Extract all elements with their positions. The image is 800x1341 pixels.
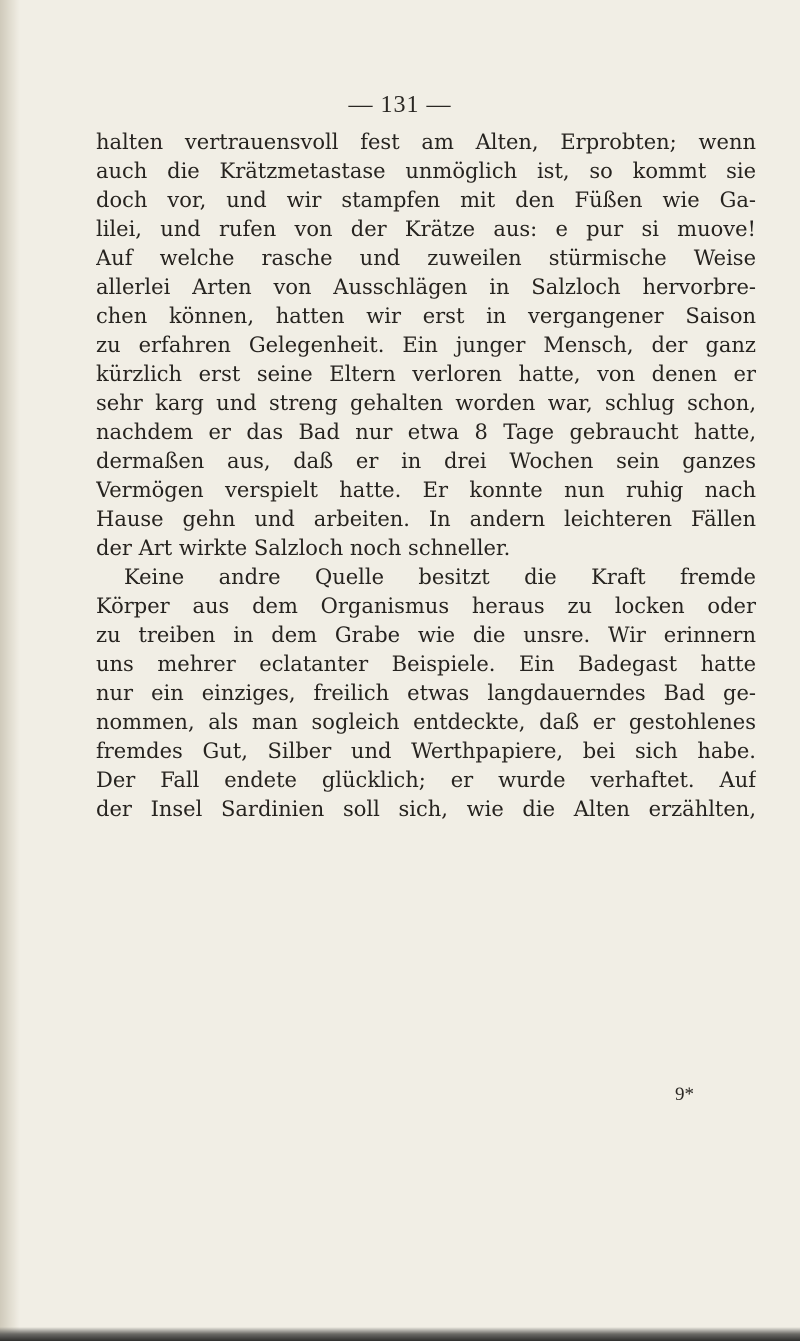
text-line: sehr karg und streng gehalten worden war, schlug schon, [96,391,756,415]
text-line: allerlei Arten von Ausschlägen in Salzloch hervorbre- [96,275,756,299]
text-line: doch vor, und wir stampfen mit den Füßen wie Ga- [96,188,756,212]
text-line: zu treiben in dem Grabe wie die unsre. Wir erinnern [96,623,756,647]
text-line: der Art wirkte Salzloch noch schneller. [96,536,511,560]
text-line: der Insel Sardinien soll sich, wie die Alten erzählten, [96,797,756,821]
page-binding-edge [0,0,20,1341]
signature-mark: 9* [675,1084,694,1105]
text-line: nachdem er das Bad nur etwa 8 Tage gebraucht hatte, [96,420,756,444]
text-line: Auf welche rasche und zuweilen stürmische Weise [96,246,756,270]
body-text [96,128,756,824]
text-line: auch die Krätzmetastase unmöglich ist, so kommt sie [96,159,756,183]
text-line: Vermögen verspielt hatte. Er konnte nun ruhig nach [96,478,756,502]
text-line: nommen, als man sogleich entdeckte, daß er gestohlenes [96,710,756,734]
scan-bottom-edge [0,1327,800,1341]
text-line: dermaßen aus, daß er in drei Wochen sein ganzes [96,449,756,473]
text-line: Der Fall endete glücklich; er wurde verhaftet. Auf [96,768,756,792]
text-line: Körper aus dem Organismus heraus zu locken oder [96,594,756,618]
text-line: Hause gehn und arbeiten. In andern leichteren Fällen [96,507,756,531]
text-line: halten vertrauensvoll fest am Alten, Erprobten; wenn [96,130,756,154]
text-line: lilei, und rufen von der Krätze aus: e pur si muove! [96,217,756,241]
text-line: zu erfahren Gelegenheit. Ein junger Mensch, der ganz [96,333,756,357]
page-number-header: — 131 — [348,92,452,118]
text-line: chen können, hatten wir erst in vergangener Saison [96,304,756,328]
text-line: nur ein einziges, freilich etwas langdauerndes Bad ge- [96,681,756,705]
text-line: Keine andre Quelle besitzt die Kraft fremde [124,565,756,589]
text-line: uns mehrer eclatanter Beispiele. Ein Badegast hatte [96,652,756,676]
text-line: kürzlich erst seine Eltern verloren hatte, von denen er [96,362,756,386]
text-line: fremdes Gut, Silber und Werthpapiere, bei sich habe. [96,739,756,763]
